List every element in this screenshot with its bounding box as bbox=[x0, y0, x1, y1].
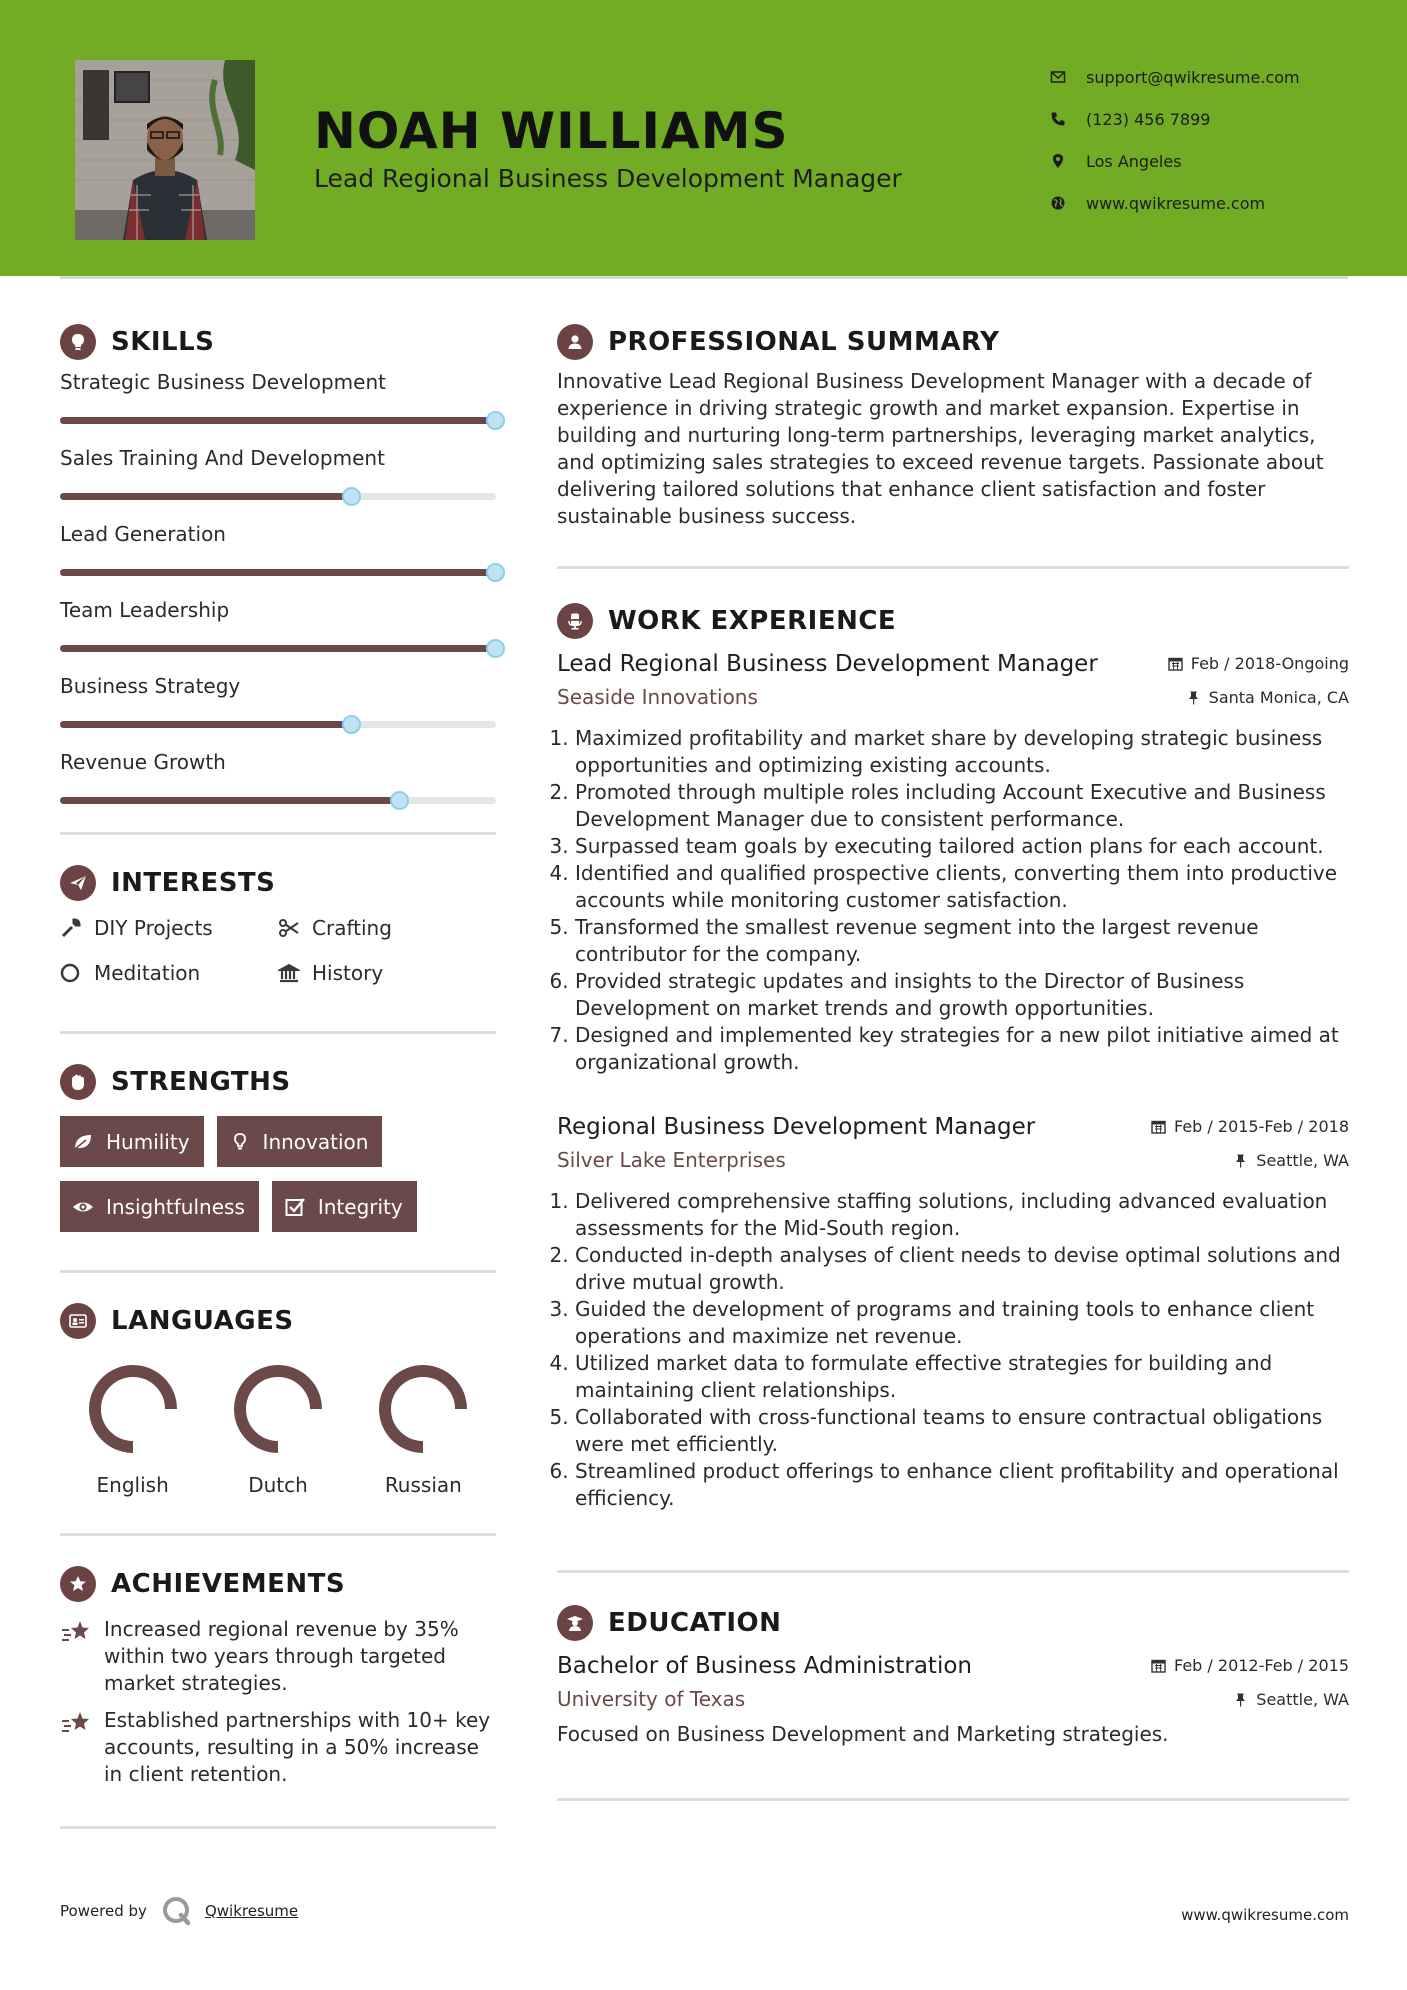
contact-website[interactable] bbox=[1050, 182, 1350, 224]
pushpin-icon bbox=[1233, 1153, 1248, 1168]
wrench-icon bbox=[60, 917, 82, 939]
job-bullet: 4. Identified and qualified prospective clients, converting them into productive accounts while monitoring customer satisfaction. bbox=[575, 860, 1349, 914]
education-location bbox=[1233, 1690, 1349, 1709]
education-title: EDUCATION bbox=[608, 1608, 782, 1638]
skill-fill bbox=[60, 493, 352, 500]
skill-item bbox=[60, 442, 496, 518]
interest-item bbox=[60, 956, 278, 989]
section-divider bbox=[557, 1798, 1349, 1801]
skill-label: Sales Training And Development bbox=[60, 446, 385, 470]
skill-knob[interactable] bbox=[486, 411, 505, 430]
skill-item bbox=[60, 670, 496, 746]
job-location bbox=[1186, 688, 1349, 707]
interest-label: History bbox=[312, 960, 384, 985]
job-date bbox=[1151, 1117, 1349, 1136]
job-role: Regional Business Development Manager bbox=[557, 1114, 1036, 1140]
education-location-text: Seattle, WA bbox=[1256, 1689, 1349, 1709]
skill-knob[interactable] bbox=[342, 487, 361, 506]
lightbulb-icon bbox=[229, 1131, 251, 1153]
skill-knob[interactable] bbox=[342, 715, 361, 734]
job-date-text: Feb / 2015-Feb / 2018 bbox=[1174, 1117, 1349, 1136]
skill-label: Revenue Growth bbox=[60, 750, 226, 774]
job-bullet: 4. Utilized market data to formulate effective strategies for building and maintaining client relationships. bbox=[575, 1350, 1349, 1404]
summary-title: PROFESSIONAL SUMMARY bbox=[608, 327, 1000, 357]
skill-item bbox=[60, 366, 496, 442]
profile-photo bbox=[75, 60, 255, 240]
job-bullet: 1. Delivered comprehensive staffing solutions, including advanced evaluation assessments for the Mid-South region. bbox=[575, 1188, 1349, 1242]
contact-list bbox=[1050, 56, 1350, 224]
contact-location bbox=[1050, 140, 1350, 182]
education-school: University of Texas bbox=[557, 1687, 746, 1711]
skill-item bbox=[60, 594, 496, 670]
skill-label: Lead Generation bbox=[60, 522, 226, 546]
graduate-icon bbox=[557, 1605, 593, 1641]
candidate-name: NOAH WILLIAMS bbox=[314, 102, 789, 160]
checkbox-icon bbox=[284, 1196, 306, 1218]
languages-list bbox=[60, 1343, 496, 1497]
job-bullet: 5. Transformed the smallest revenue segment into the largest revenue contributor for the company. bbox=[575, 914, 1349, 968]
achievement-item bbox=[60, 1616, 496, 1697]
job-bullets bbox=[557, 725, 1349, 1076]
strength-label: Integrity bbox=[317, 1194, 403, 1219]
experience-heading bbox=[557, 599, 1349, 643]
pushpin-icon bbox=[1233, 1692, 1248, 1707]
paper-plane-icon bbox=[60, 865, 96, 901]
phone-icon bbox=[1050, 111, 1086, 127]
skill-item bbox=[60, 746, 496, 822]
map-pin-icon bbox=[1050, 153, 1086, 169]
leaf-icon bbox=[72, 1131, 94, 1153]
interest-label: Crafting bbox=[312, 915, 392, 940]
qwikresume-logo-icon bbox=[161, 1895, 193, 1927]
job-bullets bbox=[557, 1188, 1349, 1512]
summary-text: Innovative Lead Regional Business Development Manager with a decade of experience in driving strategic growth and market expansion. Expertise in building and nurturing long-term partnerships, leveraging market analytics, and optimizing sales strategies to exceed revenue targets. Passionate about delivering tailored solutions that enhance client satisfaction and foster sustainable business success. bbox=[557, 369, 1324, 528]
achievements-heading bbox=[60, 1562, 496, 1606]
shooting-star-icon bbox=[60, 1709, 94, 1739]
achievement-text: Established partnerships with 10+ key accounts, resulting in a 50% increase in client retention. bbox=[104, 1708, 491, 1786]
job-company: Seaside Innovations bbox=[557, 685, 758, 709]
user-icon bbox=[557, 324, 593, 360]
powered-by-text: Powered by bbox=[60, 1902, 147, 1920]
skill-fill bbox=[60, 721, 352, 728]
skill-fill bbox=[60, 417, 496, 424]
calendar-icon bbox=[1151, 1658, 1166, 1673]
language-item bbox=[60, 1359, 205, 1497]
job-bullet: 1. Maximized profitability and market share by developing strategic business opportunities and optimizing existing accounts. bbox=[575, 725, 1349, 779]
job-location-text: Santa Monica, CA bbox=[1208, 687, 1349, 707]
language-ring bbox=[373, 1359, 473, 1459]
job-bullet: 3. Guided the development of programs and training tools to enhance client operations and maximize net revenue. bbox=[575, 1296, 1349, 1350]
languages-title: LANGUAGES bbox=[111, 1306, 294, 1336]
interests-list bbox=[60, 905, 496, 989]
brand-link[interactable]: Qwikresume bbox=[204, 1902, 299, 1920]
job-bullet: 3. Surpassed team goals by executing tailored action plans for each account. bbox=[575, 833, 1349, 860]
education-degree: Bachelor of Business Administration bbox=[557, 1653, 972, 1679]
interest-item bbox=[60, 911, 278, 944]
job-location bbox=[1233, 1151, 1349, 1170]
fist-icon bbox=[60, 1064, 96, 1100]
education-heading bbox=[557, 1601, 1349, 1645]
job-entry bbox=[557, 651, 1349, 1076]
education-description: Focused on Business Development and Marketing strategies. bbox=[557, 1722, 1169, 1746]
strength-tag bbox=[60, 1116, 204, 1167]
strength-tag bbox=[60, 1181, 259, 1232]
skill-item bbox=[60, 518, 496, 594]
job-bullet: 6. Provided strategic updates and insights to the Director of Business Development on market trends and growth opportunities. bbox=[575, 968, 1349, 1022]
strength-tag bbox=[272, 1181, 417, 1232]
left-column bbox=[60, 320, 496, 1829]
strengths-list bbox=[60, 1104, 496, 1232]
languages-heading bbox=[60, 1299, 496, 1343]
job-location-text: Seattle, WA bbox=[1256, 1150, 1349, 1170]
skill-fill bbox=[60, 569, 496, 576]
contact-phone-text: (123) 456 7899 bbox=[1086, 109, 1211, 129]
contact-website-text: www.qwikresume.com bbox=[1086, 193, 1266, 213]
interest-item bbox=[278, 956, 496, 989]
envelope-icon bbox=[1050, 69, 1086, 85]
contact-email[interactable] bbox=[1050, 56, 1350, 98]
skill-track bbox=[60, 569, 496, 576]
interest-label: DIY Projects bbox=[94, 915, 213, 940]
language-item bbox=[205, 1359, 350, 1497]
skills-list bbox=[60, 366, 496, 822]
strength-label: Humility bbox=[106, 1129, 190, 1154]
right-column bbox=[557, 320, 1349, 1801]
achievements-list bbox=[60, 1616, 496, 1788]
skill-track bbox=[60, 417, 496, 424]
achievements-title: ACHIEVEMENTS bbox=[111, 1569, 346, 1599]
star-badge-icon bbox=[60, 1566, 96, 1602]
lightbulb-icon bbox=[60, 324, 96, 360]
scissors-icon bbox=[278, 917, 300, 939]
circle-icon bbox=[60, 962, 82, 984]
job-bullet: 5. Collaborated with cross-functional teams to ensure contractual obligations were met efficiently. bbox=[575, 1404, 1349, 1458]
skill-knob[interactable] bbox=[486, 563, 505, 582]
skill-track bbox=[60, 493, 496, 500]
skills-heading bbox=[60, 320, 496, 364]
skill-label: Business Strategy bbox=[60, 674, 241, 698]
job-company: Silver Lake Enterprises bbox=[557, 1148, 786, 1172]
calendar-icon bbox=[1168, 656, 1183, 671]
globe-icon bbox=[1050, 195, 1086, 211]
calendar-icon bbox=[1151, 1119, 1166, 1134]
interest-item bbox=[278, 911, 496, 944]
interests-heading bbox=[60, 861, 496, 905]
footer-site[interactable]: www.qwikresume.com bbox=[1181, 1906, 1349, 1924]
strengths-heading bbox=[60, 1060, 496, 1104]
skill-fill bbox=[60, 645, 496, 652]
eye-icon bbox=[72, 1196, 94, 1218]
skill-track bbox=[60, 721, 496, 728]
language-ring bbox=[83, 1359, 183, 1459]
strength-label: Innovation bbox=[262, 1129, 369, 1154]
education-entry bbox=[557, 1653, 1349, 1748]
job-bullet: 2. Conducted in-depth analyses of client needs to devise optimal solutions and drive mutual growth. bbox=[575, 1242, 1349, 1296]
education-date bbox=[1151, 1656, 1349, 1675]
footer-powered-by bbox=[60, 1895, 298, 1927]
skill-label: Strategic Business Development bbox=[60, 370, 386, 394]
strengths-title: STRENGTHS bbox=[111, 1067, 291, 1097]
header-divider bbox=[60, 276, 1348, 279]
shooting-star-icon bbox=[60, 1618, 94, 1648]
interests-title: INTERESTS bbox=[111, 868, 276, 898]
briefcase-icon bbox=[557, 603, 593, 639]
contact-phone[interactable] bbox=[1050, 98, 1350, 140]
skills-title: SKILLS bbox=[111, 327, 215, 357]
job-date-text: Feb / 2018-Ongoing bbox=[1190, 654, 1349, 673]
experience-title: WORK EXPERIENCE bbox=[608, 606, 897, 636]
job-bullet: 6. Streamlined product offerings to enhance client profitability and operational efficiency. bbox=[575, 1458, 1349, 1512]
language-item bbox=[351, 1359, 496, 1497]
interest-label: Meditation bbox=[94, 960, 201, 985]
skill-track bbox=[60, 645, 496, 652]
contact-email-text: support@qwikresume.com bbox=[1086, 67, 1300, 87]
skill-knob[interactable] bbox=[486, 639, 505, 658]
job-entry bbox=[557, 1114, 1349, 1512]
language-label: Dutch bbox=[248, 1473, 308, 1497]
section-divider bbox=[60, 1826, 496, 1829]
candidate-title: Lead Regional Business Development Manager bbox=[314, 164, 902, 193]
skill-fill bbox=[60, 797, 400, 804]
skill-label: Team Leadership bbox=[60, 598, 230, 622]
job-date bbox=[1168, 654, 1349, 673]
skill-track bbox=[60, 797, 496, 804]
language-ring bbox=[228, 1359, 328, 1459]
job-bullet: 2. Promoted through multiple roles including Account Executive and Business Development Manager due to consistent performance. bbox=[575, 779, 1349, 833]
id-card-icon bbox=[60, 1303, 96, 1339]
job-bullet: 7. Designed and implemented key strategies for a new pilot initiative aimed at organizational growth. bbox=[575, 1022, 1349, 1076]
summary-heading bbox=[557, 320, 1349, 364]
job-role: Lead Regional Business Development Manager bbox=[557, 651, 1098, 677]
achievement-item bbox=[60, 1707, 496, 1788]
strength-label: Insightfulness bbox=[106, 1194, 245, 1219]
education-date-text: Feb / 2012-Feb / 2015 bbox=[1174, 1656, 1349, 1675]
contact-location-text: Los Angeles bbox=[1086, 151, 1182, 171]
skill-knob[interactable] bbox=[390, 791, 409, 810]
pushpin-icon bbox=[1186, 690, 1201, 705]
strength-tag bbox=[217, 1116, 383, 1167]
achievement-text: Increased regional revenue by 35% within two years through targeted market strategies. bbox=[104, 1617, 459, 1695]
language-label: Russian bbox=[384, 1473, 462, 1497]
bank-icon bbox=[278, 962, 300, 984]
language-label: English bbox=[96, 1473, 169, 1497]
